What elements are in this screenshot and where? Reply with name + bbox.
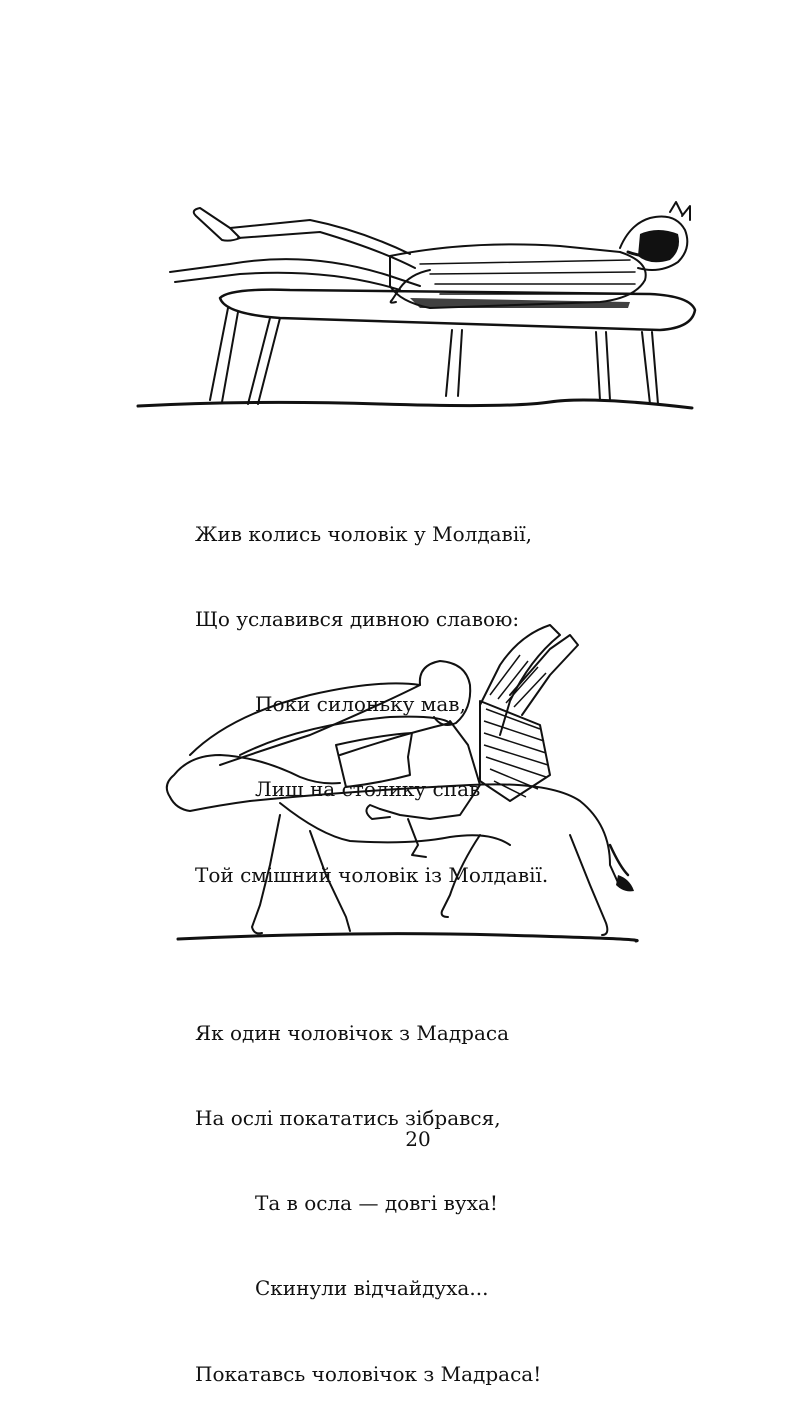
poem-madras [195, 962, 541, 1416]
poem-line: Скинули відчайдуха... [255, 1276, 489, 1301]
poem-line: Як один чоловічок з Мадраса [195, 1020, 510, 1045]
poem-line: Лиш на столику спав [255, 777, 481, 802]
poem-line: Та в осла — довгі вуха! [255, 1191, 498, 1216]
poem-line: Жив колись чоловік у Молдавії, [195, 521, 532, 546]
poem-line: Поки силоньку мав, [255, 692, 466, 717]
poem-line: Той смішний чоловік із Молдавії. [195, 862, 549, 887]
poem-line: На ослі покататись зібрався, [195, 1106, 501, 1131]
poem-line: Що уславився дивною славою: [195, 607, 520, 632]
man-on-donkey-illustration [150, 605, 650, 950]
page-number: 20 [405, 1127, 431, 1151]
man-on-table-illustration [130, 190, 700, 430]
poem-line: Покатавсь чоловічок з Мадраса! [195, 1361, 542, 1386]
